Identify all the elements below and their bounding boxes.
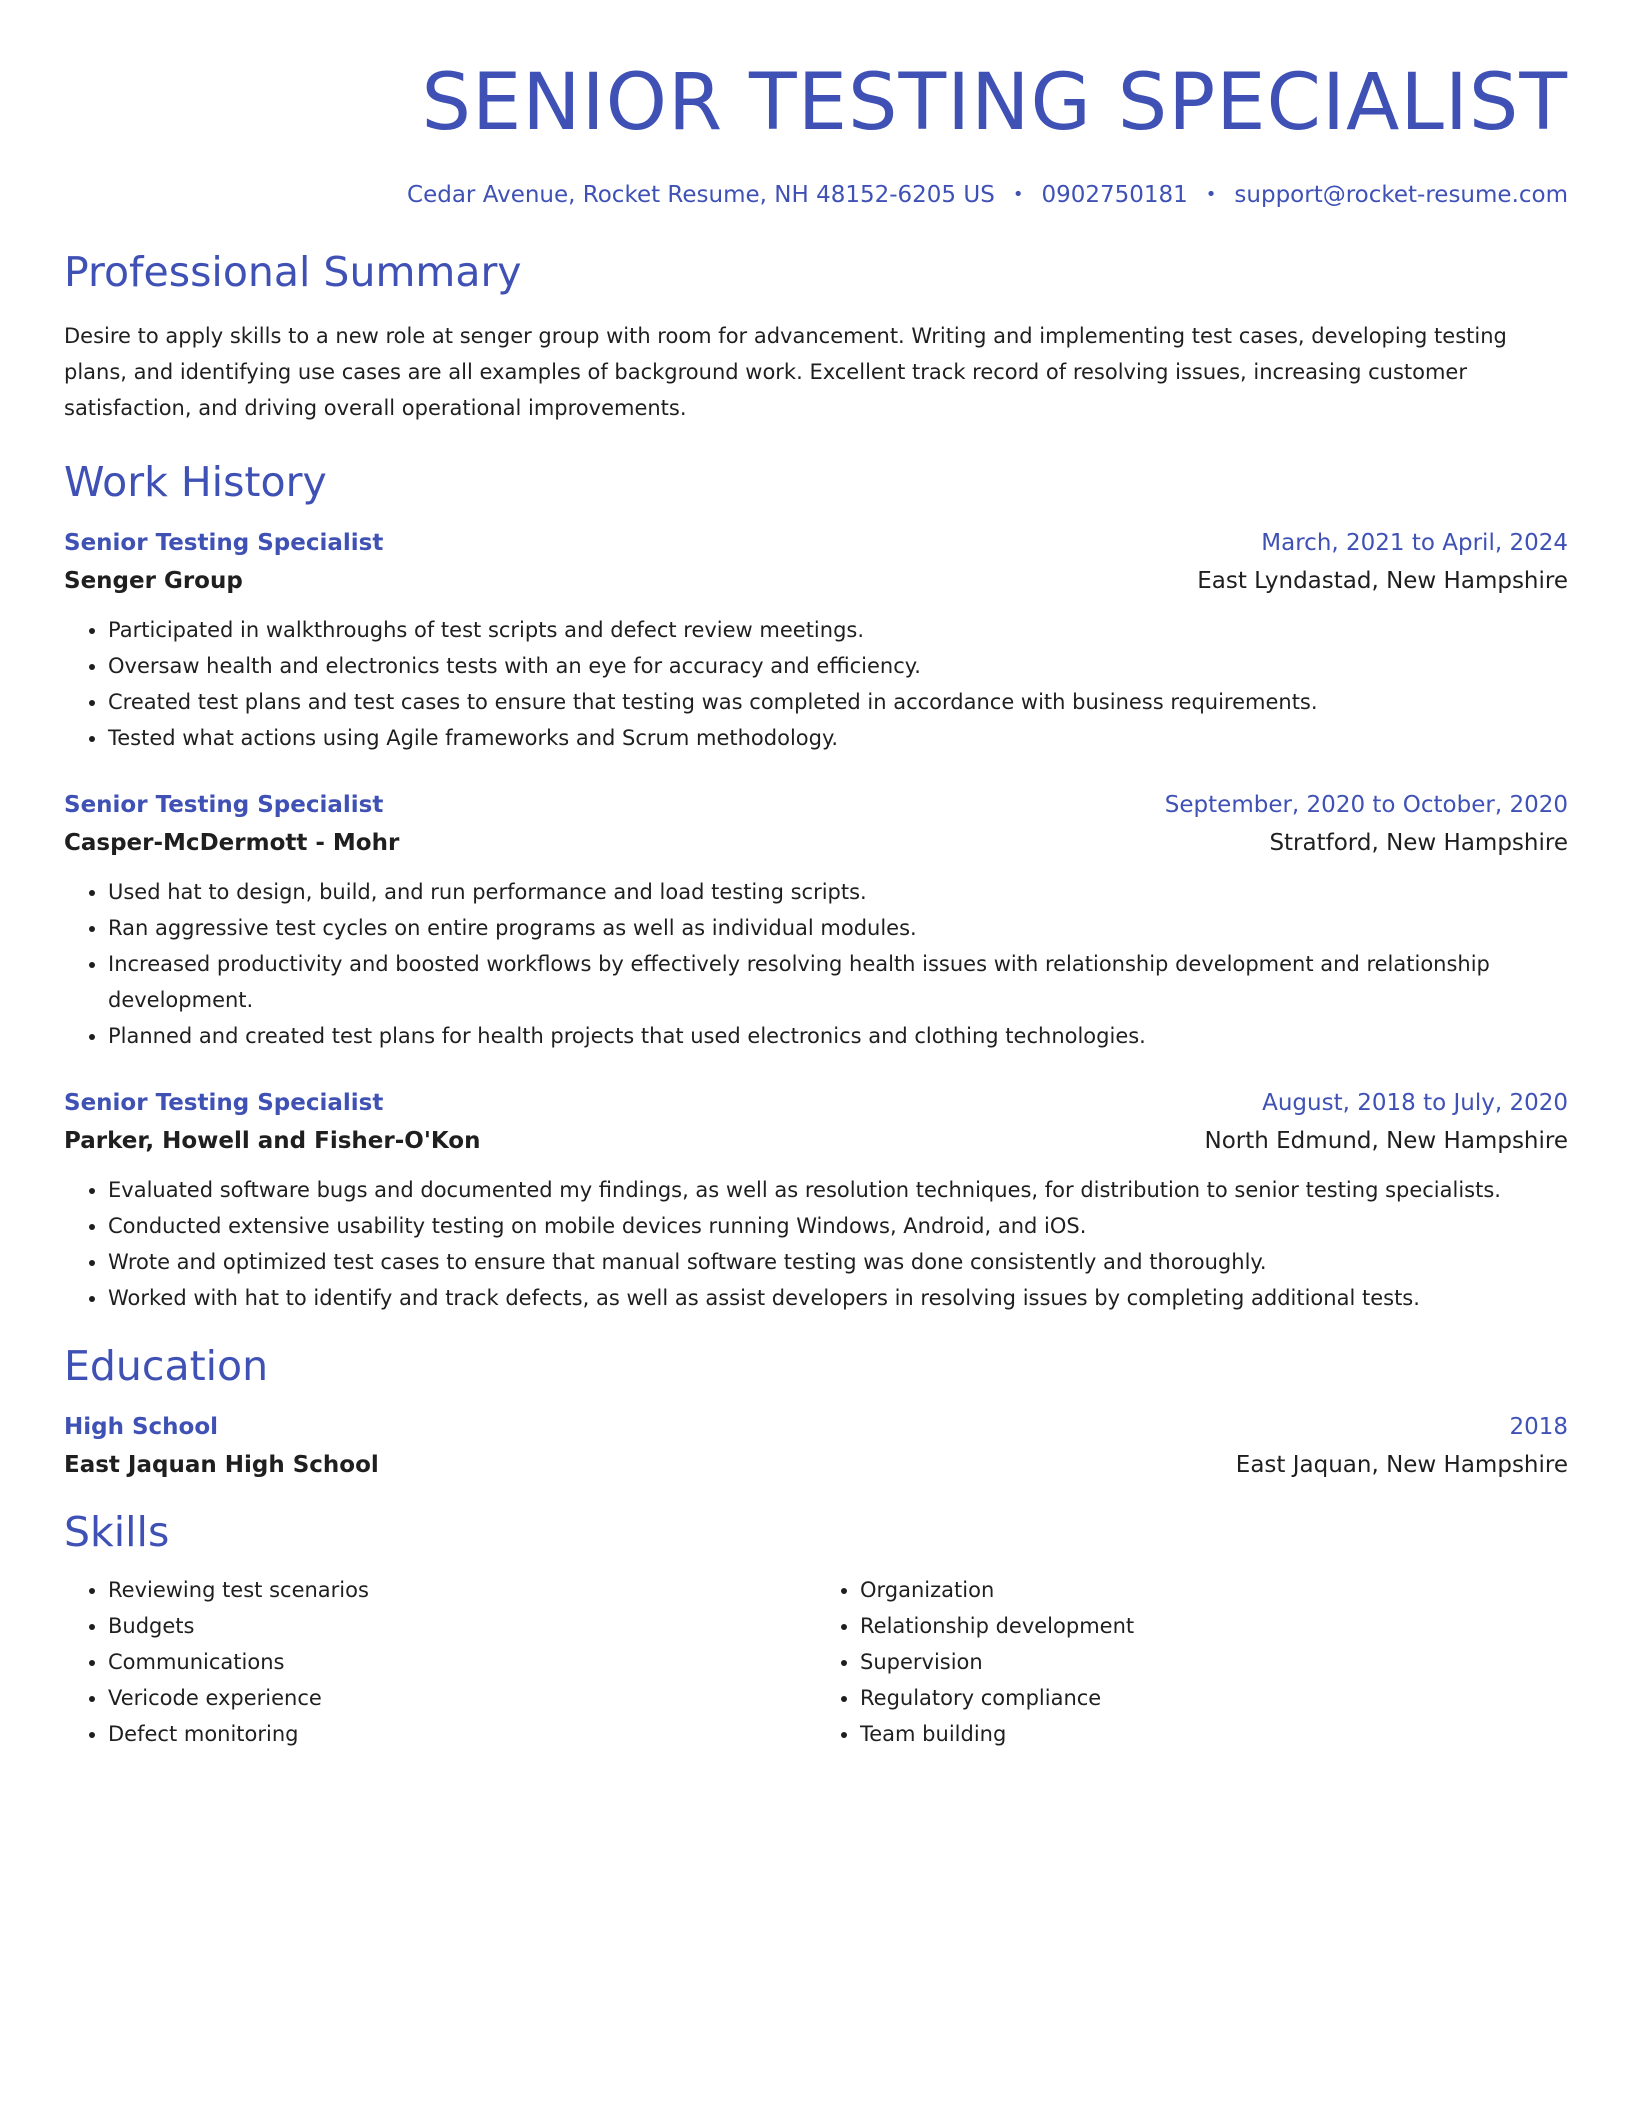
job-company-row	[64, 828, 1568, 858]
job-bullets	[64, 874, 1568, 1054]
skills-heading: Skills	[64, 1508, 170, 1556]
skill-item: • Supervision	[860, 1644, 1568, 1680]
job-company: Senger Group	[64, 568, 243, 594]
contact-line	[64, 180, 1568, 210]
contact-email: support@rocket-resume.com	[1234, 182, 1568, 208]
job-bullet: • Conducted extensive usability testing on mobile devices running Windows, Android, and iOS.	[108, 1208, 1568, 1244]
job-dates: September, 2020 to October, 2020	[1164, 792, 1568, 818]
job-bullet: • Participated in walkthroughs of test scripts and defect review meetings.	[108, 612, 1568, 648]
education-year: 2018	[1509, 1414, 1568, 1440]
skill-item: • Reviewing test scenarios	[108, 1572, 816, 1608]
skill-item: • Defect monitoring	[108, 1716, 816, 1752]
job-bullet: • Planned and created test plans for health projects that used electronics and clothing technologies.	[108, 1018, 1568, 1054]
job-company-row	[64, 1126, 1568, 1156]
contact-address: Cedar Avenue, Rocket Resume, NH 48152-6205 US	[407, 182, 995, 208]
skill-item: • Organization	[860, 1572, 1568, 1608]
skill-item: • Team building	[860, 1716, 1568, 1752]
work-history-section	[64, 456, 1568, 1316]
contact-separator: •	[1012, 184, 1024, 205]
education-header-row	[64, 1412, 1568, 1442]
skills-columns	[64, 1572, 1568, 1752]
summary-heading: Professional Summary	[64, 248, 522, 296]
education-school: East Jaquan High School	[64, 1452, 379, 1478]
skill-item: • Vericode experience	[108, 1680, 816, 1716]
job-bullet: • Wrote and optimized test cases to ensure that manual software testing was done consistently and thoroughly.	[108, 1244, 1568, 1280]
job-location: North Edmund, New Hampshire	[1204, 1128, 1568, 1154]
job-bullet: • Increased productivity and boosted workflows by effectively resolving health issues with relationship development and relationship development.	[108, 946, 1568, 1018]
job-bullets	[64, 612, 1568, 756]
skill-item: • Regulatory compliance	[860, 1680, 1568, 1716]
job-bullet: • Ran aggressive test cycles on entire programs as well as individual modules.	[108, 910, 1568, 946]
skills-list-right	[816, 1572, 1568, 1752]
job-entry	[64, 790, 1568, 1054]
work-history-heading: Work History	[64, 458, 327, 506]
job-location: East Lyndastad, New Hampshire	[1197, 568, 1568, 594]
job-location: Stratford, New Hampshire	[1269, 830, 1568, 856]
job-bullet: • Used hat to design, build, and run performance and load testing scripts.	[108, 874, 1568, 910]
skills-section	[64, 1506, 1568, 1752]
resume-name: SENIOR TESTING SPECIALIST	[421, 58, 1568, 148]
job-entry	[64, 1088, 1568, 1316]
job-bullet: • Oversaw health and electronics tests with an eye for accuracy and efficiency.	[108, 648, 1568, 684]
summary-section	[64, 246, 1568, 426]
skill-item: • Budgets	[108, 1608, 816, 1644]
resume-header	[64, 54, 1568, 210]
education-location: East Jaquan, New Hampshire	[1235, 1452, 1568, 1478]
job-bullet: • Tested what actions using Agile frameworks and Scrum methodology.	[108, 720, 1568, 756]
skill-item: • Relationship development	[860, 1608, 1568, 1644]
summary-text: Desire to apply skills to a new role at senger group with room for advancement. Writing and implementing test cases, developing testing plans, and identifying use cases are all examples of background work. Excellent track record of resolving issues, increasing customer satisfaction, and driving overall operational improvements.	[64, 324, 1507, 420]
job-bullet: • Worked with hat to identify and track defects, as well as assist developers in resolving issues by completing additional tests.	[108, 1280, 1568, 1316]
job-dates: August, 2018 to July, 2020	[1262, 1090, 1568, 1116]
job-header-row	[64, 790, 1568, 820]
job-company: Casper-McDermott - Mohr	[64, 830, 400, 856]
job-bullet: • Created test plans and test cases to ensure that testing was completed in accordance with business requirements.	[108, 684, 1568, 720]
education-degree: High School	[64, 1414, 219, 1440]
job-company: Parker, Howell and Fisher-O'Kon	[64, 1128, 481, 1154]
education-heading: Education	[64, 1342, 269, 1390]
job-title: Senior Testing Specialist	[64, 530, 384, 556]
job-company-row	[64, 566, 1568, 596]
job-header-row	[64, 1088, 1568, 1118]
education-entry	[64, 1412, 1568, 1480]
job-bullets	[64, 1172, 1568, 1316]
education-section	[64, 1340, 1568, 1480]
job-title: Senior Testing Specialist	[64, 792, 384, 818]
skill-item: • Communications	[108, 1644, 816, 1680]
contact-phone: 0902750181	[1041, 182, 1188, 208]
job-title: Senior Testing Specialist	[64, 1090, 384, 1116]
job-entry	[64, 528, 1568, 756]
contact-separator: •	[1205, 184, 1217, 205]
job-header-row	[64, 528, 1568, 558]
education-school-row	[64, 1450, 1568, 1480]
job-dates: March, 2021 to April, 2024	[1261, 530, 1568, 556]
job-bullet: • Evaluated software bugs and documented my findings, as well as resolution techniques, for distribution to senior testing specialists.	[108, 1172, 1568, 1208]
skills-list-left	[64, 1572, 816, 1752]
